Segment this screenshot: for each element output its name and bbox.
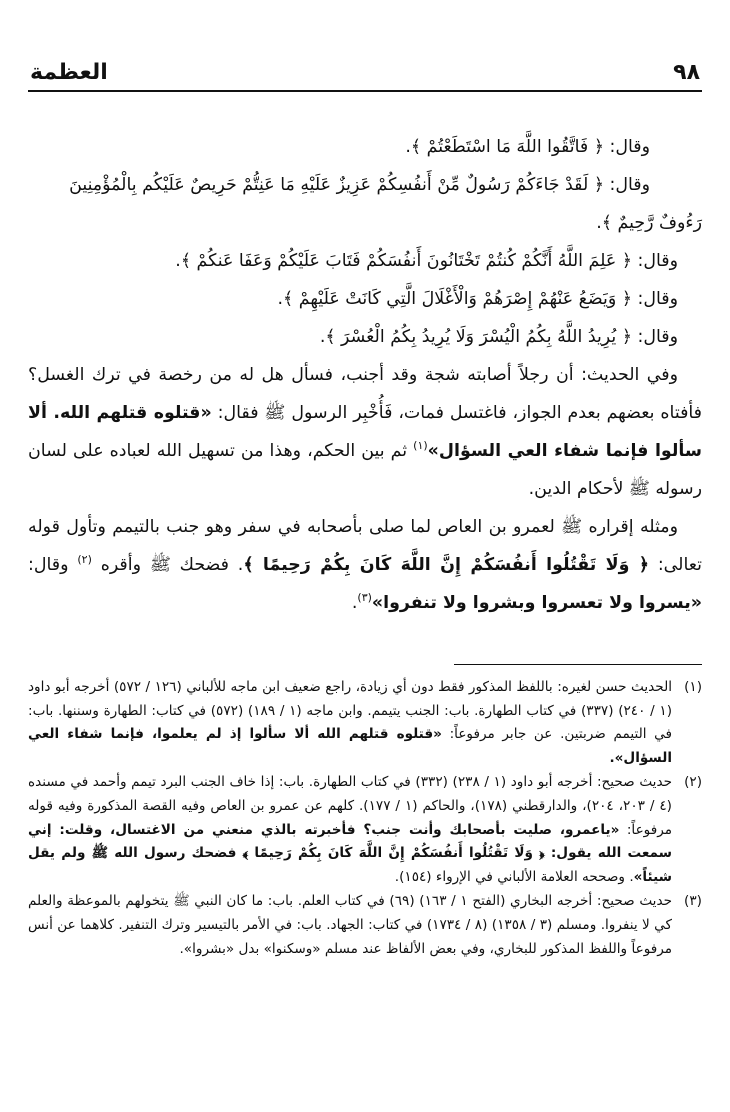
- footnote-1: [28, 676, 702, 770]
- paragraph-text: . فضحك ﷺ وأقره: [91, 555, 244, 575]
- paragraph-text: ثم بين الحكم، وهذا من تسهيل الله لعباده على لسان رسوله ﷺ لأحكام الدين.: [28, 441, 702, 499]
- hadith-quote: «يسروا ولا تعسروا وبشروا ولا تنفروا»: [371, 593, 702, 613]
- running-title: العظمة: [30, 60, 108, 85]
- paragraph-text: وقال:: [28, 555, 78, 575]
- footnote-ref-1: (١): [413, 439, 428, 453]
- verse-quote-4: وقال: ﴿ وَيَضَعُ عَنْهُمْ إِصْرَهُمْ وَالْأَغْلَالَ الَّتِي كَانَتْ عَلَيْهِمْ ﴾.: [277, 289, 678, 309]
- verse-quote-3: وقال: ﴿ عَلِمَ اللَّهُ أَنَّكُمْ كُنتُمْ تَخْتَانُونَ أَنفُسَكُمْ فَتَابَ عَلَيْكُمْ وَعَفَا عَنكُمْ ﴾.: [175, 251, 678, 271]
- footnote-divider: [454, 664, 702, 665]
- footnote-text: . وصححه العلامة الألباني في الإرواء (١٥٤).: [394, 868, 634, 885]
- verse-quote-2a: وقال: ﴿ لَقَدْ جَاءَكُمْ رَسُولٌ مِّنْ أَنفُسِكُمْ عَزِيزٌ عَلَيْهِ مَا عَنِتُّمْ حَرِيصٌ عَلَيْكُم بِالْمُؤْمِنِينَ: [69, 175, 650, 195]
- footnote-text: حديث صحيح: أخرجه البخاري (الفتح ١ / ١٦٣) (٦٩) في كتاب العلم. باب: ما كان النبي ﷺ يتخولهم بالموعظة والعلم كي لا ينفروا. ومسلم (٣ / ١٣٥٨) (٨ / ١٧٣٤) في كتاب: الجهاد. باب: في الأمر بالتيسير وترك التنفير. كلاهما عن أنس مرفوعاً واللفظ المذكور للبخاري، وفي بعض الألفاظ عند مسلم «وسكنوا» بدل «بشروا».: [28, 893, 672, 957]
- footnote-text: حديث صحيح: أخرجه أبو داود (١ / ٢٣٨) (٣٣٢) في كتاب الطهارة. باب: إذا خاف الجنب البرد تيمم وأحمد في مسنده (٤ / ٢٠٣، ٢٠٤)، والدارقطني (١٧٨)، والحاكم (١ / ١٧٧). كلهم عن عمرو بن العاص وفيه القصة المذكورة وفيه قوله مرفوعاً:: [28, 774, 672, 838]
- footnote-2: [28, 771, 702, 889]
- footnote-ref-2: (٢): [77, 553, 92, 567]
- footnote-number: (٣): [684, 893, 702, 910]
- paragraph-text: .: [351, 593, 358, 613]
- page-number: ٩٨: [673, 60, 700, 85]
- footnote-quote: «قتلوه قتلهم الله ألا سألوا إذ لم يعلموا، فإنما شفاء العي السؤال».: [28, 726, 672, 766]
- footnote-text: الحديث حسن لغيره: باللفظ المذكور فقط دون أي زيادة، راجع ضعيف ابن ماجه للألباني (١٢٦ / ٥٧٢) أخرجه أبو داود (١ / ٢٤٠) (٣٣٧) في كتاب الطهارة. باب: الجنب يتيمم. وابن ماجه (١ / ١٨٩) (٥٧٢) في كتاب: الطهارة وسننها. باب: في التيمم ضربتين. عن جابر مرفوعاً:: [28, 679, 672, 743]
- page-header: [28, 58, 702, 92]
- hadith-quote: «قتلوه قتلهم الله. ألا سألوا فإنما شفاء العي السؤال»: [28, 403, 702, 461]
- paragraph-hadith: [28, 356, 702, 508]
- verse-quote-2b: رَءُوفٌ رَّحِيمٌ ﴾.: [596, 213, 702, 233]
- footnote-3: [28, 890, 702, 961]
- verse-quote-6: ﴿ وَلَا تَقْتُلُوا أَنفُسَكُمْ إِنَّ اللَّهَ كَانَ بِكُمْ رَحِيمًا ﴾: [243, 555, 649, 575]
- verse-quote-1: وقال: ﴿ فَاتَّقُوا اللَّهَ مَا اسْتَطَعْتُمْ ﴾.: [405, 137, 650, 157]
- paragraph-text: وفي الحديث: أن رجلاً أصابته شجة وقد أجنب، فسأل هل له من رخصة في ترك الغسل؟ فأفتاه بعضهم بعدم الجواز، فاغتسل فمات، فَأُخْبِر الرسول ﷺ فقال:: [28, 365, 702, 423]
- verse-quote-5: وقال: ﴿ يُرِيدُ اللَّهُ بِكُمُ الْيُسْرَ وَلَا يُرِيدُ بِكُمُ الْعُسْرَ ﴾.: [319, 327, 678, 347]
- footnote-number: (١): [684, 679, 702, 695]
- footnote-quote: «ياعمرو، صليت بأصحابك وأنت جنب؟ فأخبرته بالذي منعني من الاغتسال، وقلت: إني سمعت الله يقول: ﴿ وَلَا تَقْتُلُوا أَنفُسَكُمْ إِنَّ اللَّهَ كَانَ بِكُمْ رَحِيمًا ﴾ فضحك رسول الله ﷺ ولم يقل شيئاً»: [28, 821, 672, 885]
- header-divider: [28, 90, 702, 92]
- footnotes: [28, 676, 702, 962]
- footnote-ref-3: (٣): [357, 591, 372, 605]
- footnote-number: (٢): [684, 774, 702, 791]
- paragraph-text: ومثله إقراره ﷺ لعمرو بن العاص لما صلى بأصحابه في سفر وهو جنب بالتيمم وتأول قوله تعالى:: [28, 517, 702, 575]
- paragraph-amr: [28, 508, 702, 622]
- main-text: [28, 128, 702, 622]
